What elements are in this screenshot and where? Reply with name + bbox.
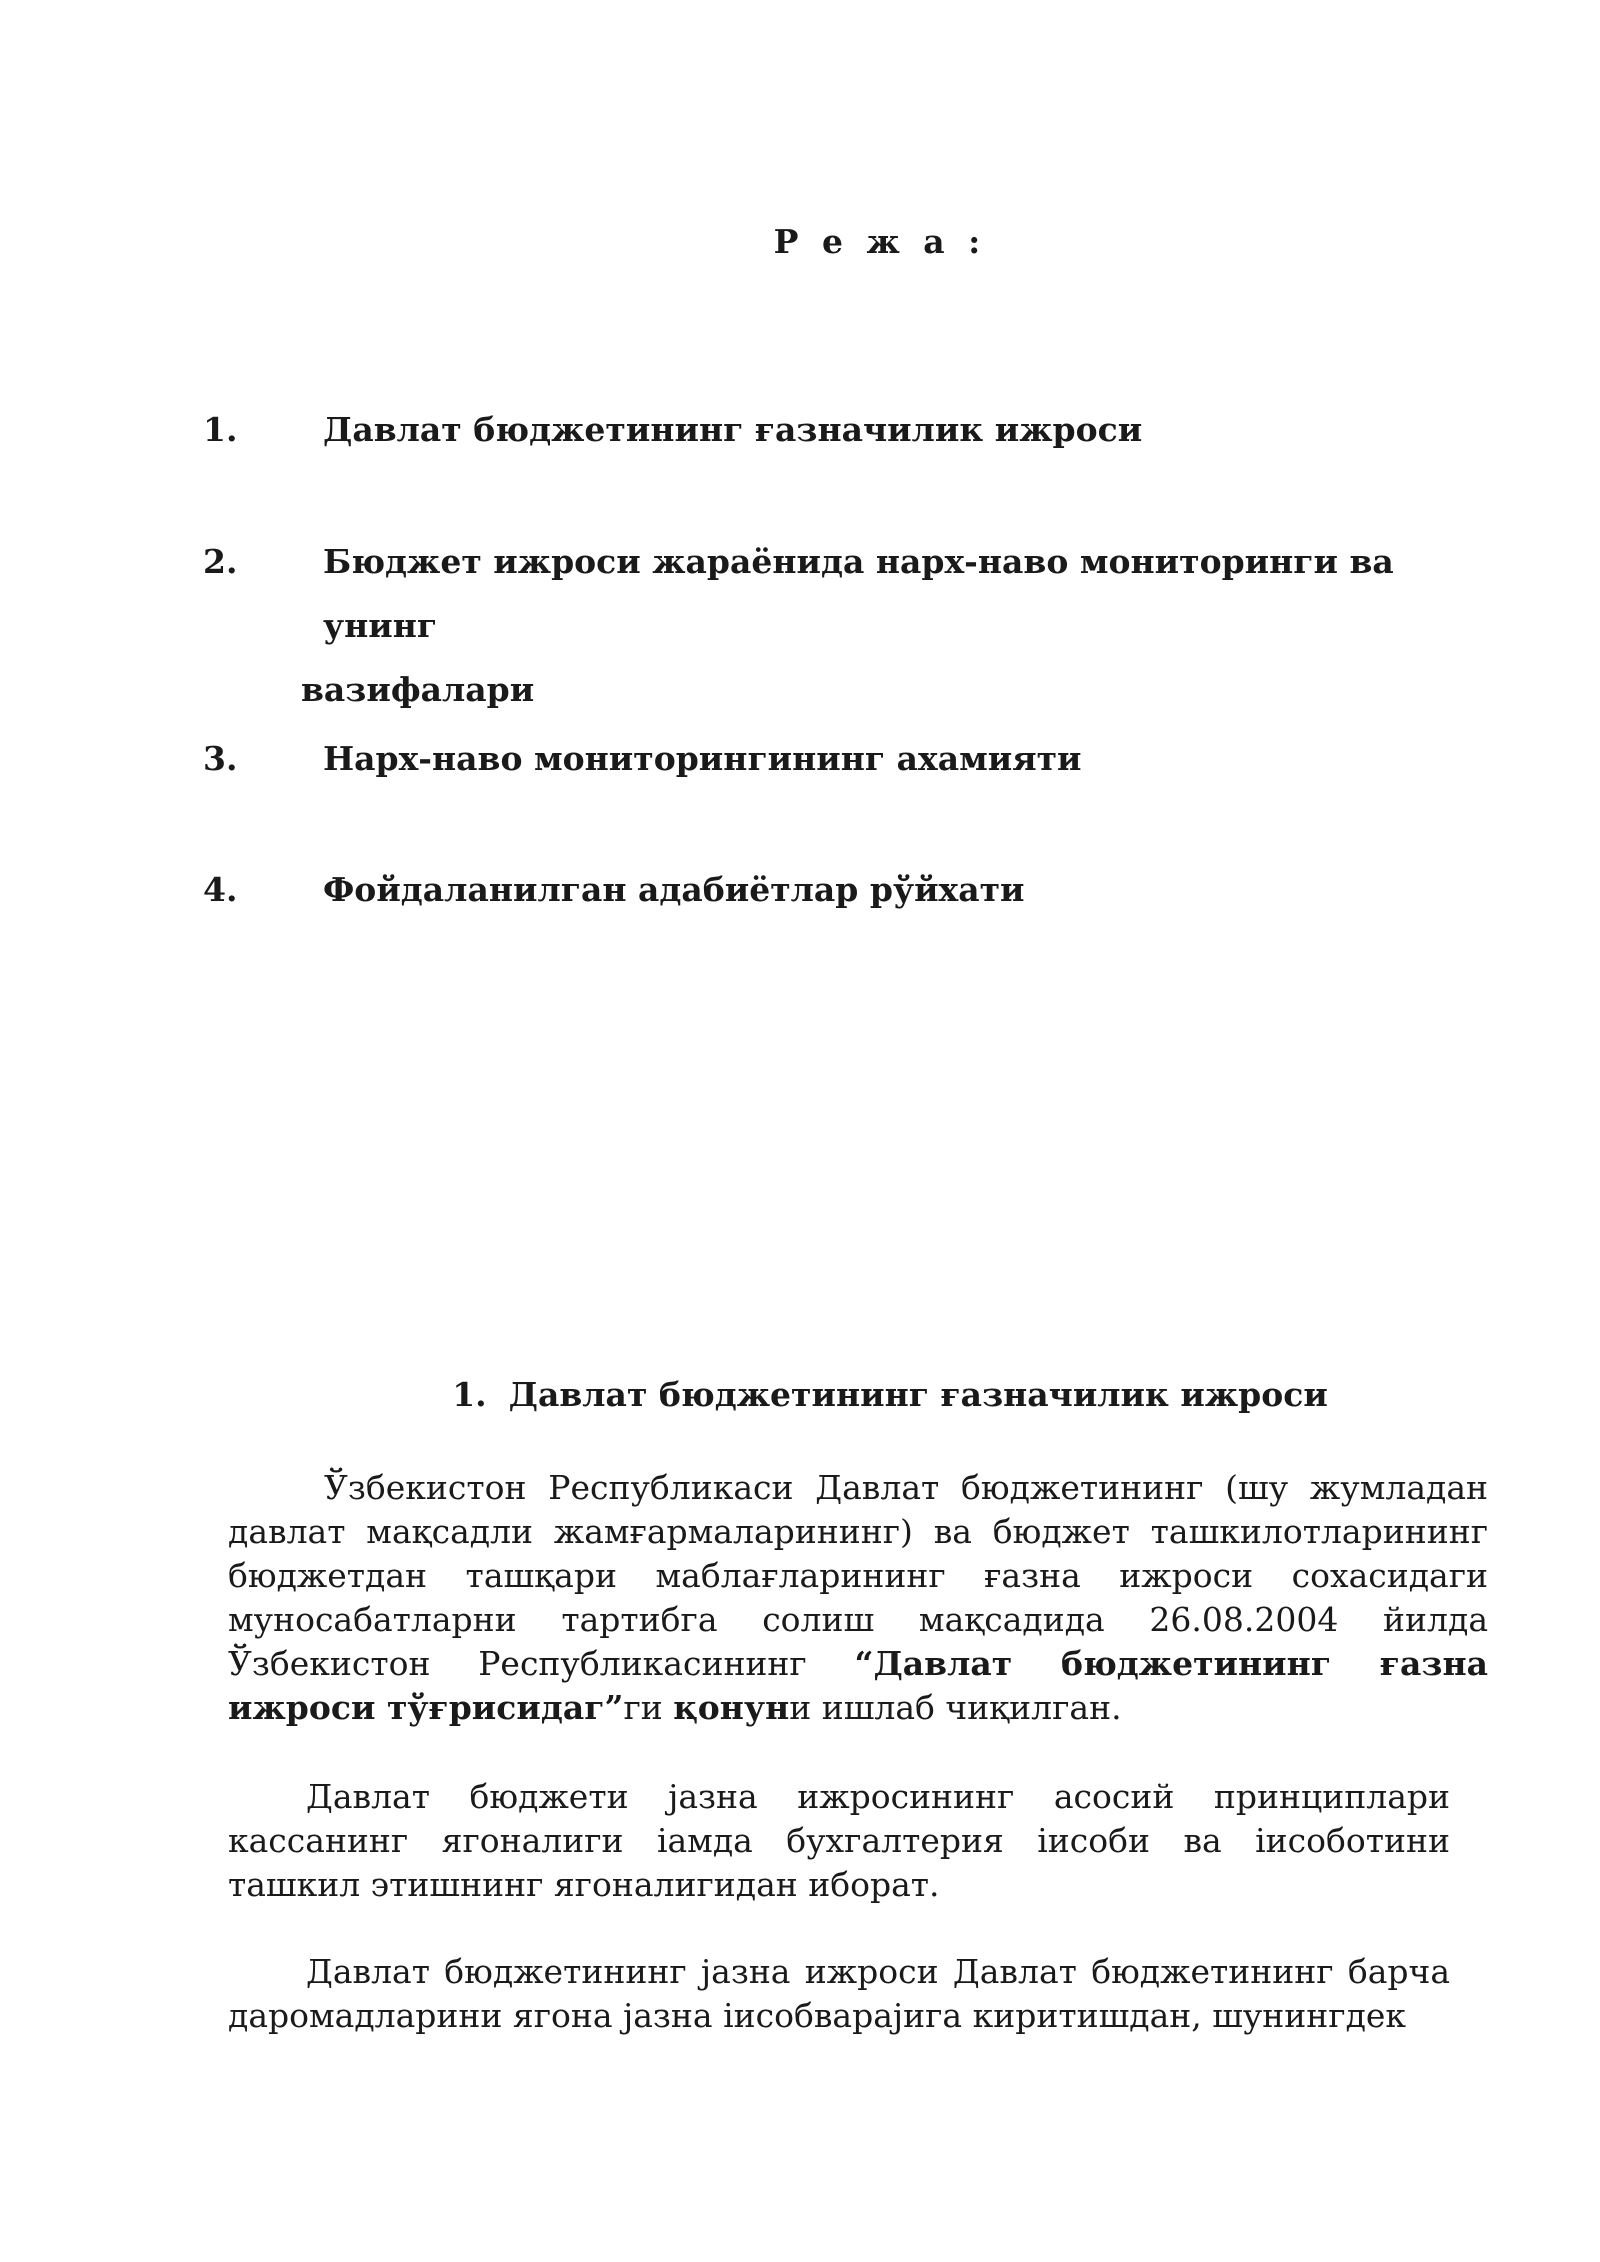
paragraph-principles: Давлат бюджети јазна ижросининг асосий принциплари кассанинг ягоналиги іамда бухгалтерия іисоби ва іисоботини ташкил этишнинг ягоналигидан иборат. (228, 1777, 1450, 1904)
plan-item-3 (203, 727, 1443, 791)
paragraph-law (228, 1466, 1488, 1730)
paragraph-text: ги (623, 1688, 674, 1727)
plan-item-text: Давлат бюджетининг ғазначилик ижроси (323, 410, 1143, 449)
plan-item-number: 4. (203, 870, 238, 909)
plan-item-text-continuation: вазифалари (301, 670, 535, 709)
plan-item-number: 3. (203, 739, 238, 778)
law-title: “Давлат бюджетининг ғазна ижроси тўғрисидаг” (228, 1644, 1488, 1727)
plan-item-text: Нарх-наво мониторингининг ахамияти (323, 739, 1082, 778)
paragraph-text: Ўзбекистон Республикаси Давлат бюджетининг (шу жумладан давлат мақсадли жамғармаларининг) ва бюджет ташкилотларининг бюджетдан ташқари маблағларининг ғазна ижроси сохасидаги муносабатларни тартибга солиш мақсадида 26.08.2004 йилда Ўзбекистон Республикасининг (228, 1468, 1488, 1683)
plan-item-text: Бюджет ижроси жараёнида нарх-наво мониторинги ва унинг (323, 542, 1394, 645)
section-title: Давлат бюджетининг ғазначилик ижроси (508, 1375, 1328, 1414)
plan-title: Р е ж а : (773, 222, 987, 261)
plan-item-4 (203, 858, 1443, 922)
plan-item-2 (203, 530, 1443, 722)
law-word: қонун (673, 1688, 790, 1727)
plan-item-text: Фойдаланилган адабиётлар рўйхати (323, 870, 1025, 909)
section-number: 1. (452, 1375, 487, 1414)
section-heading (0, 1375, 1600, 1414)
paragraph-revenues: Давлат бюджетининг јазна ижроси Давлат бюджетининг барча даромадларини ягона јазна іисобварајига киритишдан, шунингдек (228, 1952, 1450, 2035)
plan-item-number: 1. (203, 410, 238, 449)
plan-item-1 (203, 398, 1443, 462)
plan-item-number: 2. (203, 542, 238, 581)
paragraph-text: и ишлаб чиқилган. (789, 1688, 1122, 1727)
